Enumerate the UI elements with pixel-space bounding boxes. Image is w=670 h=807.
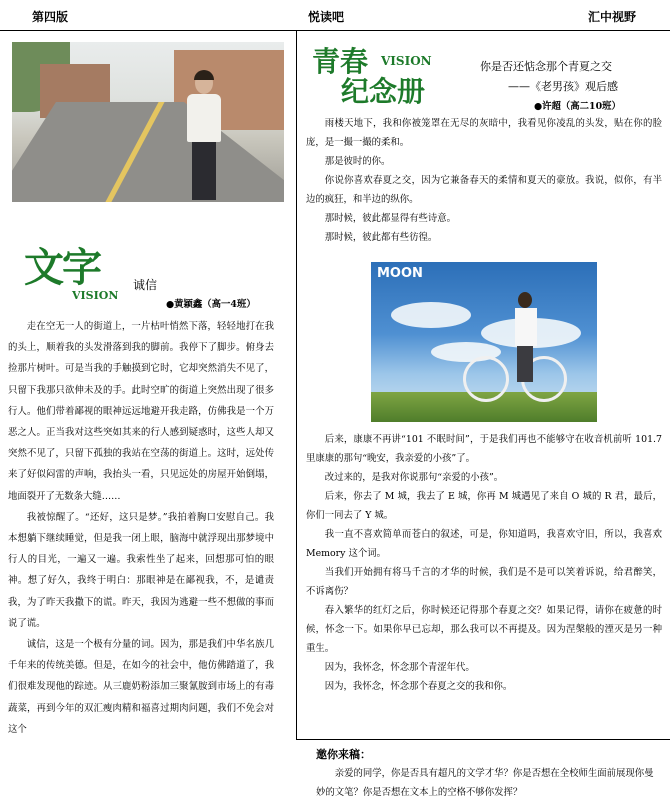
- article-author: ●黄颖鑫（高一4班）: [166, 299, 256, 310]
- person-hair: [194, 70, 214, 80]
- paragraph: 我被惊醒了。“还好，这只是梦。”我拍着胸口安慰自己。我本想躺下继续睡觉，但是我一闭上眼，脑海中就浮现出那梦境中行人的目光，一遍又一遍。我索性坐了起来，回想那可怕的眼神。想了好久，我终于明白：那眼神是在鄙视我，不，是谴责我，为了昨天我撒下的谎。昨天，我因为逃避一些不想做的事而说了谎。: [8, 511, 274, 629]
- paragraph: 后来，康康不再讲“101 不眠时间”，于是我们再也不能够守在收音机前听 101.7 里康康的那句“晚安，我亲爱的小孩”了。: [306, 434, 662, 464]
- cloud-shape: [391, 302, 471, 328]
- logo-vision-right: VISION: [381, 54, 432, 68]
- subtitle-1: 你是否还惦念那个青夏之交: [480, 60, 612, 73]
- right-article-bottom: [306, 430, 662, 696]
- paragraph: 你说你喜欢春夏之交，因为它兼备春天的柔情和夏天的豪放。我说，似你，有半边的疯狂，和半边的纵你。: [306, 175, 662, 205]
- wenzi-logo: [24, 236, 100, 293]
- footer-divider: [296, 739, 670, 740]
- rider-head: [518, 292, 532, 308]
- invite-text: 亲爱的同学，你是否具有超凡的文学才华？你是否想在全校师生面前展现你曼妙的文笔？你是否想在文本上的空格不够你发挥？: [316, 768, 654, 798]
- column-divider: [296, 31, 297, 739]
- paragraph: 因为，我怀念，怀念那个青涩年代。: [324, 662, 475, 673]
- subtitle-2: ——《老男孩》观后感: [508, 80, 618, 93]
- paragraph: 后来，你去了 M 城，我去了 E 城，你再 M 城遇见了来自 O 城的 R 君，最后，你们一同去了 Y 城。: [306, 491, 662, 521]
- logo-vision-left: VISION: [72, 289, 119, 302]
- logo-glyph: 文字: [24, 244, 100, 291]
- bicycle-photo: [371, 262, 597, 422]
- person-figure: [184, 72, 224, 202]
- left-article-body: [8, 316, 274, 740]
- invite-title: 邀你来稿：: [316, 748, 371, 761]
- paragraph: 春入繁华的红灯之后，你时候还记得那个春夏之交？如果记得，请你在疲惫的时候，怀念一下。如果你早已忘却，那么我可以不再提及。因为涅槃般的湮灭是另一种重生。: [306, 605, 662, 654]
- paragraph: 改过来的，是我对你说那句“亲爱的小孩”。: [324, 472, 504, 483]
- paragraph: 那是彼时的你。: [324, 156, 391, 167]
- school-label: 汇中视野: [588, 10, 637, 24]
- paragraph: 因为，我怀念，怀念那个春夏之交的我和你。: [324, 681, 513, 692]
- right-author: ●许超（高二10班）: [534, 101, 621, 112]
- rider-body: [515, 308, 537, 346]
- page-header: [0, 0, 670, 31]
- right-article-top: [306, 114, 662, 247]
- photo-label: MOON: [377, 266, 423, 281]
- bike-wheel-front: [463, 356, 509, 402]
- rider-figure: [511, 292, 539, 382]
- person-legs: [192, 142, 216, 200]
- paragraph: 雨楼天地下，我和你被笼罩在无尽的灰暗中，我看见你凌乱的头发，贴在你的脸庞，是一撮一撮的柔和。: [306, 118, 662, 148]
- logo-line-1: 青春: [312, 45, 369, 78]
- paragraph: 走在空无一人的街道上，一片枯叶悄然下落，轻轻地打在我的头上，顺着我的头发滑落到我的脚前。我停下了脚步。俯身去捡那片树叶。可是当我的手触摸到它时，它却突然消失不见了，只留下我那只欲伸未及的手。此时空旷的街道上突然出现了很多行人。他们带着鄙视的眼神远远地避开我走路，仿佛我是一个万恶之人。正当我对这些突如其来的行人感到疑惑时，这些人却又突然不见了，只留下孤独的我站在空荡的街道上。这时，远处传来了好似闷雷的声响，我抬头一看，只见远处的房屋开始倒塌，地面裂开了无数条大缝……: [8, 321, 274, 502]
- section-label: 悦读吧: [308, 10, 345, 24]
- paragraph: 那时候，彼此都显得有些诗意。: [324, 213, 457, 224]
- article-title: 诚信: [133, 278, 158, 292]
- rider-legs: [517, 346, 533, 382]
- paragraph: 当我们开始拥有将马千言的才华的时候，我们是不是可以笑着诉说，给君醉笑，不诉离伤？: [306, 567, 662, 597]
- paragraph: 那时候，彼此都有些彷徨。: [324, 232, 438, 243]
- logo-line-2: 纪念册: [341, 75, 426, 108]
- issue-label: 第四版: [32, 10, 69, 24]
- student-photo: [12, 42, 284, 202]
- paragraph: 诚信，这是一个极有分量的词。因为，那是我们中华名族几千年来的传统美德。但是，在如今的社会中，他仿佛踏道了，我们很难发现他的踪迹。从三鹿奶粉添加三聚氰胺到市场上的有毒蔬菜，再到今年的双汇瘦肉精和福喜过期肉问题，我们不免会对这个: [8, 639, 274, 735]
- paragraph: 我一直不喜欢简单而苍白的叙述，可是，你知道吗，我喜欢守旧，所以，我喜欢 Memory 这个词。: [306, 529, 662, 559]
- person-body: [187, 94, 221, 142]
